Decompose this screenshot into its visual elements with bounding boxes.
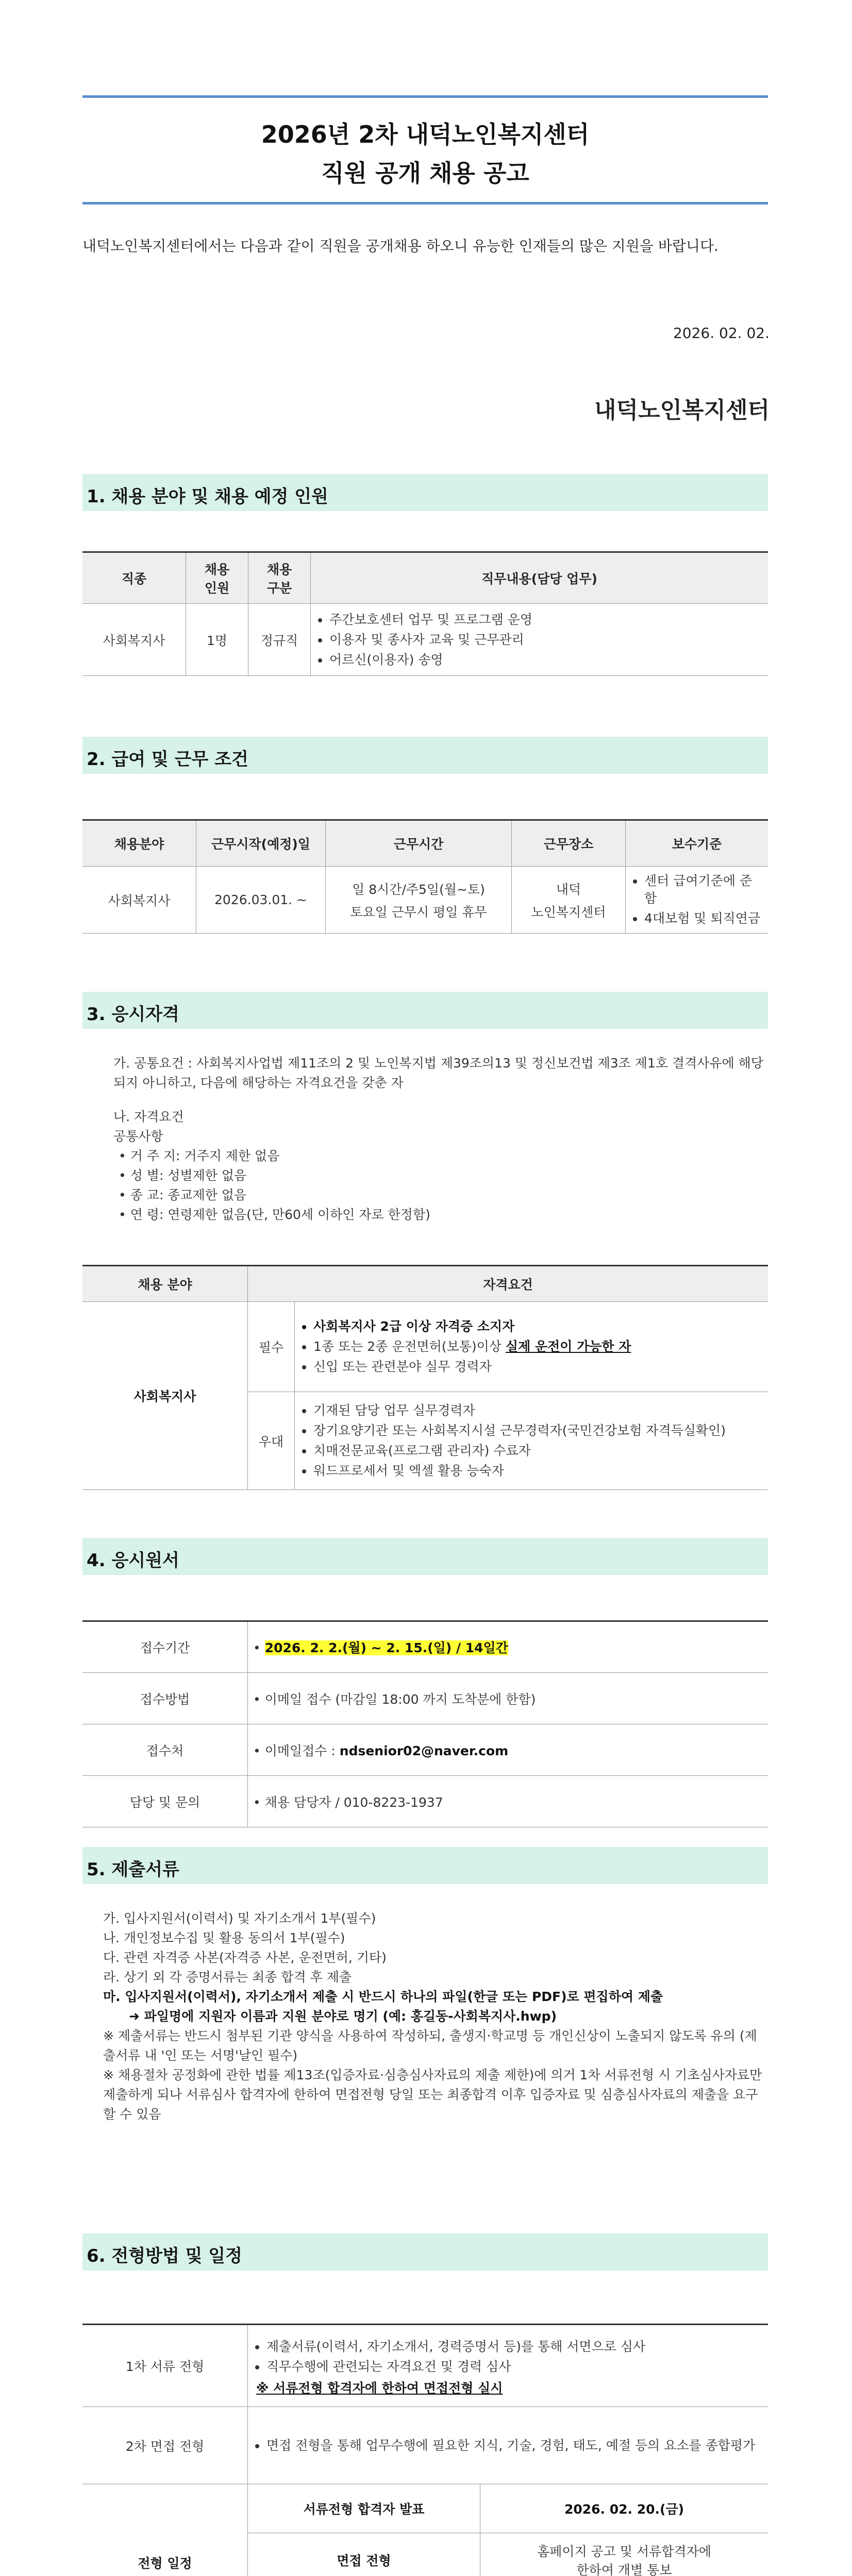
th-start: 근무시작(예정)일 [196,820,326,867]
start-cell: 2026.03.01. ~ [196,867,326,934]
section-2-header: 2. 급여 및 근무 조건 [82,737,768,774]
duty-item: • 주간보호센터 업무 및 프로그램 운영 [329,611,763,629]
th-place: 근무장소 [512,820,626,867]
th-duties: 직무내용(담당 업무) [311,552,769,604]
section-3-header: 3. 응시자격 [82,992,768,1029]
section-6-header: 6. 전형방법 및 일정 [82,2233,768,2270]
preferred-label: 우대 [248,1392,295,1490]
job-cell: 사회복지사 [82,604,186,676]
th-field: 채용분야 [82,820,196,867]
top-divider [82,95,768,98]
duty-item: • 이용자 및 종사자 교육 및 근무관리 [329,631,763,649]
notice-date: 2026. 02. 02. [673,325,770,342]
pay-table [82,819,768,934]
application-period: 2026. 2. 2.(월) ~ 2. 15.(일) / 14일간 [264,1640,508,1655]
section-5-header: 5. 제출서류 [82,1847,768,1884]
th-pay: 보수기준 [626,820,769,867]
documents-text: 가. 입사지원서(이력서) 및 자기소개서 1부(필수) 나. 개인정보수집 및 활용 동의서 1부(필수) 다. 관련 자격증 사본(자격증 사본, 운전면허, 기타) 라. 상기 외 각 증명서류는 최종 합격 후 제출 마. 입사지원서(이력서), 자기소개서 제출 시 반드시 하나의 파일(한글 또는 PDF)로 편집하여 제출 ➜ 파일명에 지원자 이름과 지원 분야로 명기 (예: 홍길동-사회복지사.hwp) ※ 제출서류는 반드시 첨부된 기관 양식을 사용하여 작성하되, 출생지·학교명 등 개인신상이 노출되지 않도록 유의 (제출서류 내 '인 또는 서명'날인 필수) ※ 채용절차 공정화에 관한 법률 제13조(입증자료·심층심사자료의 제출 제한)에 의거 1차 서류전형 시 기초심사자료만 제출하게 되나 서류심사 합격자에 한하여 면접전형 당일 또는 최종합격 이후 입증자료 및 심층심사자료의 제출을 요구할 수 있음 [103,1911,762,2122]
process-table: 1차 서류 전형 • 제출서류(이력서, 자기소개서, 경력증명서 등)를 통해 서면으로 심사 • 직무수행에 관련되는 자격요건 및 경력 심사 ※ 서류전형 합격자에 한하여 면접전형 실시 2차 면접 전형 • 면접 전형을 통해 업무수행에 필요한 지식, 기술, 경험, 태도, 예절 등의 요소를 종합평가 전형 일정 서류전형 합격자 발표 2026. 02. 20.(금) 면접 전형 홈페이지 공고 및 서류합격자에 한하여 개별 통보 [82,2324,768,2576]
pay-cell: • 센터 급여기준에 준함 • 4대보험 및 퇴직연금 [626,867,769,934]
duty-item: • 어르신(이용자) 송영 [329,651,763,669]
application-table: 접수기간 • 2026. 2. 2.(월) ~ 2. 15.(일) / 14일간 접수방법 • 이메일 접수 (마감일 18:00 까지 도착분에 한함) 접수처 • 이메일접수 : ndsenior02@naver.com 담당 및 문의 • 채용 담당자 / 010-8223-1937 [82,1620,768,1827]
th-hours: 근무시간 [326,820,512,867]
field-cell: 사회복지사 [82,867,196,934]
title-line-2: 직원 공개 채용 공고 [321,159,529,187]
qualification-table: 채용 분야 자격요건 사회복지사 필수 • 사회복지사 2급 이상 자격증 소지자 • 1종 또는 2종 운전면허(보통)이상 실제 운전이 가능한 자 • 신입 또는 관련분야 실무 경력자 우대 • 기재된 담당 업무 실무경력자 • 장기요양기관 또는 사회복지시설 근무경력자(국민건강보험 자격득실확인) • 치매전문교육(프로그램 관리자) 수료자 • 워드프로세서 및 엑셀 활용 능숙자 [82,1265,768,1490]
section-4-header: 4. 응시원서 [82,1538,768,1575]
hours-cell: 일 8시간/주5일(월~토) 토요일 근무시 평일 휴무 [326,867,512,934]
preferred-cell: • 기재된 담당 업무 실무경력자 • 장기요양기관 또는 사회복지시설 근무경력자(국민건강보험 자격득실확인) • 치매전문교육(프로그램 관리자) 수료자 • 워드프로세서 및 엑셀 활용 능숙자 [295,1392,769,1490]
organization-name: 내덕노인복지센터 [594,397,770,423]
required-cell: • 사회복지사 2급 이상 자격증 소지자 • 1종 또는 2종 운전면허(보통)이상 실제 운전이 가능한 자 • 신입 또는 관련분야 실무 경력자 [295,1302,769,1392]
th-type: 채용 구분 [248,552,311,604]
duties-cell [311,604,769,676]
intro-text: 내덕노인복지센터에서는 다음과 같이 직원을 공개채용 하오니 유능한 인재들의 많은 지원을 바랍니다. [82,238,719,255]
title-divider [82,202,768,205]
title-line-1: 2026년 2차 내덕노인복지센터 [261,121,590,148]
qualification-field: 사회복지사 [82,1302,248,1490]
required-label: 필수 [248,1302,295,1392]
qualification-text: 가. 공통요건 : 사회복지사업법 제11조의 2 및 노인복지법 제39조의13 및 정신보건법 제3조 제1호 결격사유에 해당되지 아니하고, 다음에 해당하는 자격요건을 갖춘 자 나. 자격요건 공통사항 • 거 주 지: 거주지 제한 없음 • 성 별: 성별제한 없음 • 종 교: 종교제한 없음 • 연 령: 연령제한 없음(단, 만60세 이하인 자로 한정함) [113,1056,763,1222]
section-1-header: 1. 채용 분야 및 채용 예정 인원 [82,474,768,511]
place-cell: 내덕 노인복지센터 [512,867,626,934]
type-cell: 정규직 [248,604,311,676]
th-count: 채용 인원 [186,552,248,604]
application-email-link[interactable]: ndsenior02@naver.com [339,1743,509,1758]
th-job: 직종 [82,552,186,604]
count-cell: 1명 [186,604,248,676]
recruit-table [82,551,768,676]
